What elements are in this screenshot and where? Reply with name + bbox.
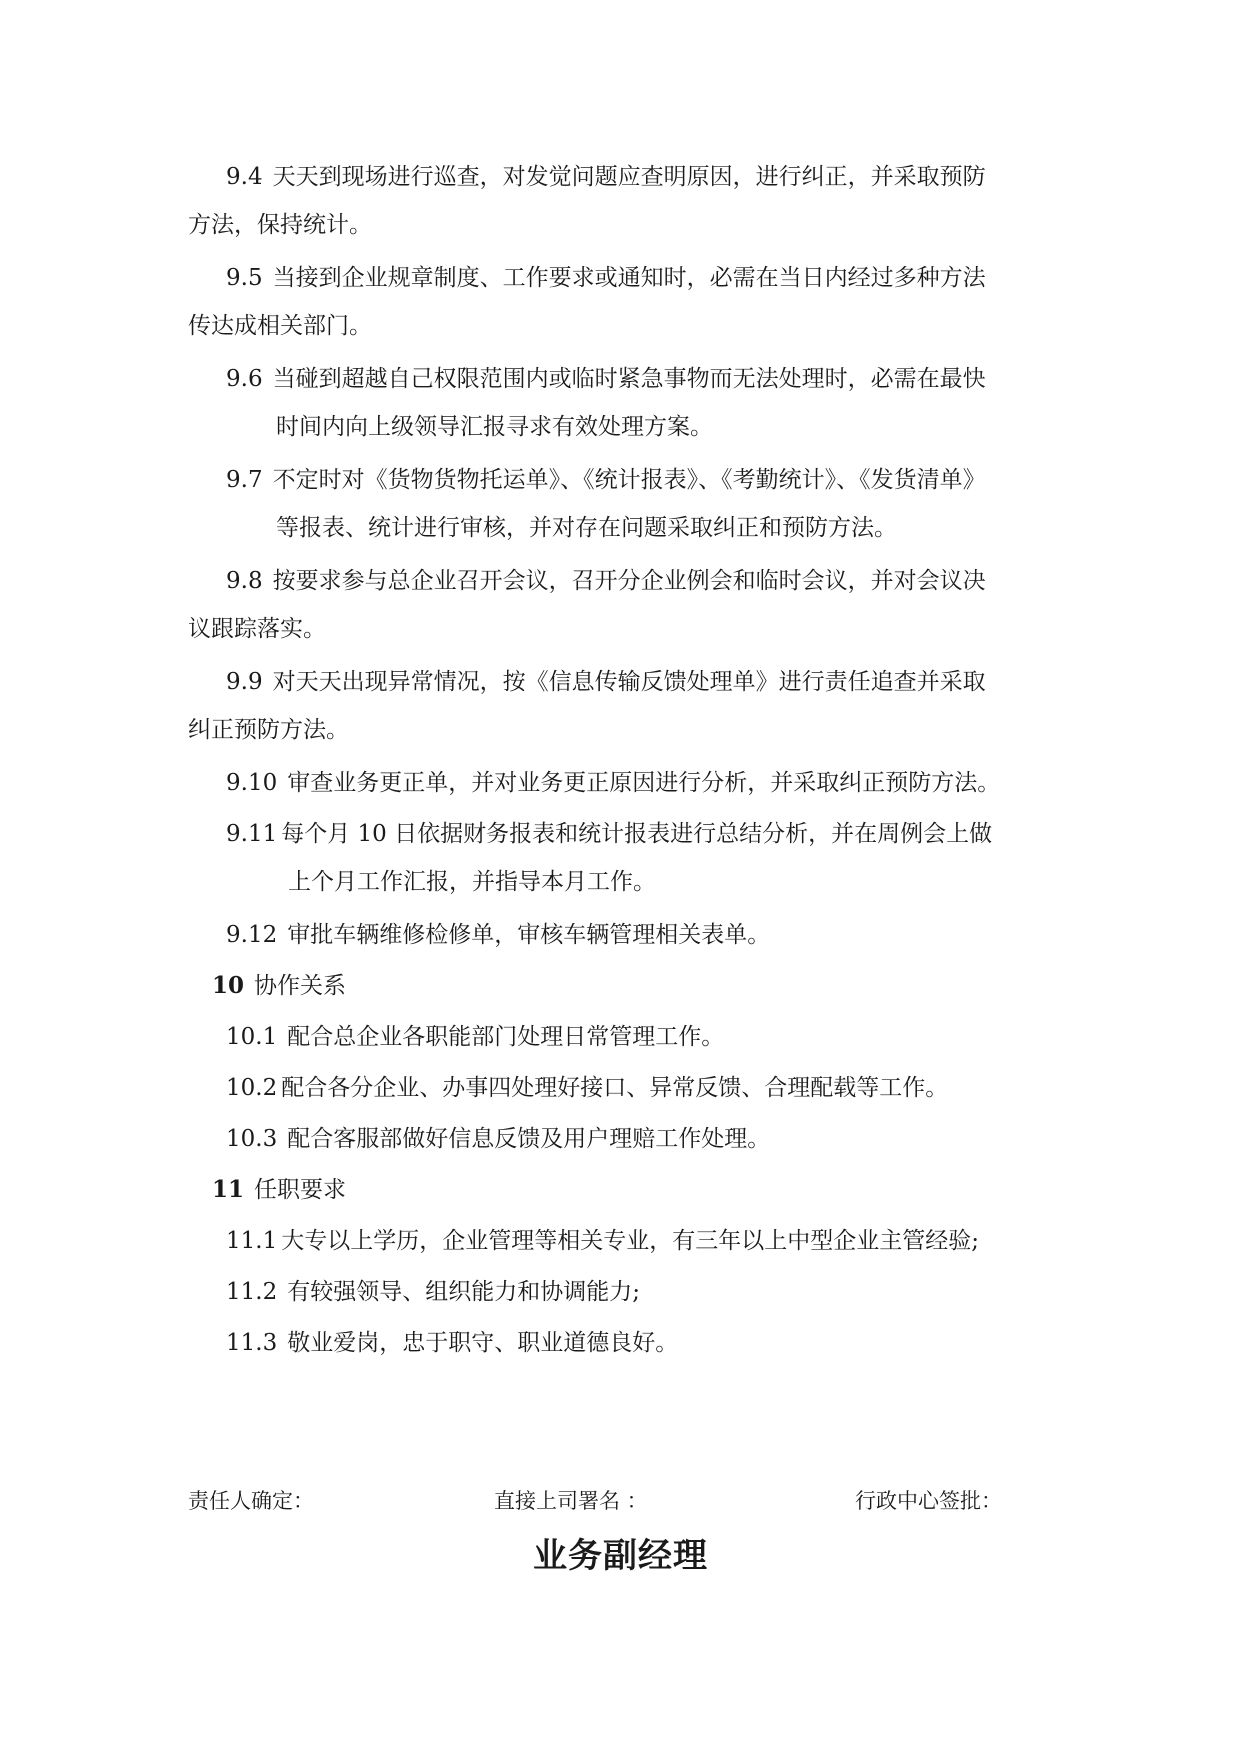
item-10-1 (226, 1021, 724, 1053)
item-number: 11.2 (226, 1279, 278, 1305)
item-text: 大专以上学历，企业管理等相关专业，有三年以上中型企业主管经验; (281, 1228, 979, 1254)
item-number: 10.1 (226, 1024, 278, 1050)
item-9-11-continuation: 上个月工作汇报，并指导本月工作。 (288, 869, 656, 895)
item-text: 审批车辆维修检修单，审核车辆管理相关表单。 (287, 922, 771, 948)
item-number: 9.5 (226, 265, 263, 291)
item-number: 9.9 (226, 669, 263, 695)
item-number: 11.1 (226, 1228, 278, 1254)
section-number: 10 (212, 972, 245, 999)
item-9-4 (226, 161, 986, 193)
item-text: 当碰到超越自己权限范围内或临时紧急事物而无法处理时，必需在最快 (272, 366, 986, 392)
item-9-6-continuation: 时间内向上级领导汇报寻求有效处理方案。 (276, 414, 713, 440)
section-title: 协作关系 (254, 973, 347, 999)
item-10-2 (226, 1072, 948, 1104)
item-text: 有较强领导、组织能力和协调能力; (287, 1279, 640, 1305)
item-11-2 (226, 1276, 640, 1308)
section-heading-11 (212, 1174, 346, 1206)
item-text: 当接到企业规章制度、工作要求或通知时，必需在当日内经过多种方法 (272, 265, 986, 291)
item-number: 9.7 (226, 467, 263, 493)
item-10-3 (226, 1123, 770, 1155)
item-number: 9.4 (226, 164, 263, 190)
item-text: 对天天出现异常情况，按《信息传输反馈处理单》进行责任追查并采取 (272, 669, 986, 695)
item-9-4-continuation: 方法，保持统计。 (188, 212, 372, 238)
item-text: 敬业爱岗，忠于职守、职业道德良好。 (287, 1330, 679, 1356)
section-title: 任职要求 (254, 1177, 347, 1203)
item-text: 天天到现场进行巡查，对发觉问题应查明原因，进行纠正，并采取预防 (272, 164, 986, 190)
item-text: 审查业务更正单，并对业务更正原因进行分析，并采取纠正预防方法。 (287, 770, 1001, 796)
section-number: 11 (212, 1176, 245, 1203)
item-9-7-continuation: 等报表、统计进行审核，并对存在问题采取纠正和预防方法。 (276, 515, 897, 541)
next-section-title: 业务副经理 (533, 1536, 708, 1576)
item-9-9 (226, 666, 986, 698)
item-9-9-continuation: 纠正预防方法。 (188, 717, 349, 743)
signature-supervisor: 直接上司署名 ： (494, 1489, 648, 1513)
item-9-6 (226, 363, 986, 395)
item-number: 9.8 (226, 568, 263, 594)
item-number: 9.10 (226, 770, 278, 796)
item-text: 配合各分企业、办事四处理好接口、异常反馈、合理配载等工作。 (281, 1075, 949, 1101)
item-9-7 (226, 464, 986, 496)
item-text: 配合总企业各职能部门处理日常管理工作。 (287, 1024, 725, 1050)
item-number: 9.6 (226, 366, 263, 392)
signature-admin: 行政中心签批： (855, 1489, 1002, 1513)
item-text: 每个月 10 日依据财务报表和统计报表进行总结分析，并在周例会上做 (281, 821, 993, 847)
item-text: 配合客服部做好信息反馈及用户理赔工作处理。 (287, 1126, 771, 1152)
item-text: 不定时对《货物货物托运单》、《统计报表》、《考勤统计》、《发货清单》 (272, 467, 986, 493)
item-number: 9.11 (226, 821, 278, 847)
item-9-5-continuation: 传达成相关部门。 (188, 313, 372, 339)
item-text: 按要求参与总企业召开会议，召开分企业例会和临时会议，并对会议决 (272, 568, 986, 594)
item-9-8-continuation: 议跟踪落实。 (188, 616, 326, 642)
signature-responsible: 责任人确定： (188, 1489, 314, 1513)
section-heading-10 (212, 970, 346, 1002)
item-number: 10.3 (226, 1126, 278, 1152)
item-11-1 (226, 1225, 979, 1257)
item-number: 9.12 (226, 922, 278, 948)
item-number: 10.2 (226, 1075, 278, 1101)
item-11-3 (226, 1327, 678, 1359)
item-9-12 (226, 919, 770, 951)
item-9-5 (226, 262, 986, 294)
item-9-10 (226, 767, 1000, 799)
item-number: 11.3 (226, 1330, 278, 1356)
item-9-8 (226, 565, 986, 597)
item-9-11 (226, 818, 992, 850)
